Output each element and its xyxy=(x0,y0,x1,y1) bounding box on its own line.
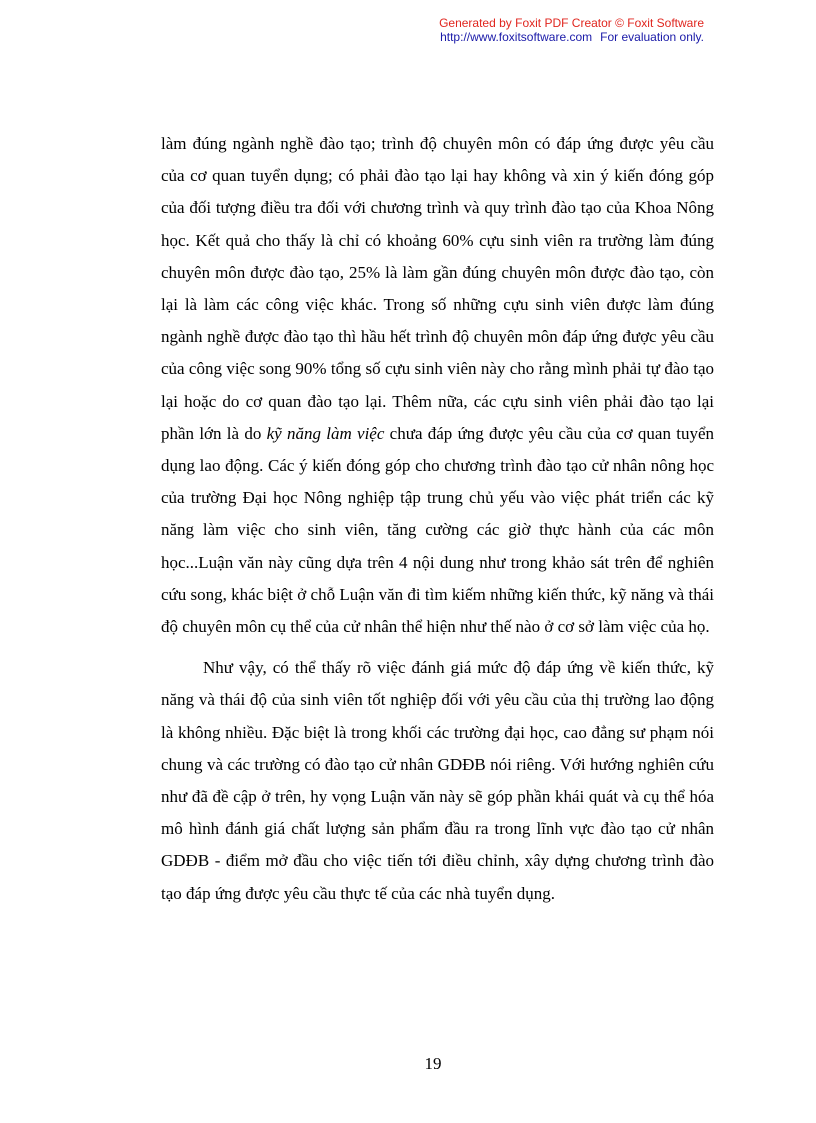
paragraph-text-part: chưa đáp ứng được yêu cầu của cơ quan tuyển dụng lao động. Các ý kiến đóng góp cho chương trình đào tạo cử nhân nông học của trường Đại học Nông nghiệp tập trung chủ yếu vào việc phát triển các kỹ năng làm việc cho sinh viên, tăng cường các giờ thực hành của các môn học...Luận văn này cũng dựa trên 4 nội dung như trong khảo sát trên để nghiên cứu song, khác biệt ở chỗ Luận văn đi tìm kiếm những kiến thức, kỹ năng và thái độ chuyên môn cụ thể của cử nhân thể hiện như thế nào ở cơ sở làm việc của họ. xyxy=(161,423,715,637)
page-number: 19 xyxy=(424,1054,442,1073)
paragraph-survey-results xyxy=(161,128,714,643)
paragraph-conclusion: Như vậy, có thể thấy rõ việc đánh giá mức độ đáp ứng về kiến thức, kỹ năng và thái độ của sinh viên tốt nghiệp đối với yêu cầu của thị trường lao động là không nhiều. Đặc biệt là trong khối các trường đại học, cao đẳng sư phạm nói chung và các trường có đào tạo cử nhân GDĐB nói riêng. Với hướng nghiên cứu như đã đề cập ở trên, hy vọng Luận văn này sẽ góp phần khái quát và cụ thể hóa mô hình đánh giá chất lượng sản phẩm đầu ra trong lĩnh vực đào tạo cử nhân GDĐB - điểm mở đầu cho việc tiến tới điều chỉnh, xây dựng chương trình đào tạo đáp ứng được yêu cầu thực tế của các nhà tuyển dụng. xyxy=(161,658,714,903)
watermark-url-link[interactable]: http://www.foxitsoftware.com xyxy=(440,30,593,44)
emphasized-phrase: kỹ năng làm việc xyxy=(266,423,385,443)
document-body xyxy=(161,128,714,910)
watermark-generator-text: Generated by Foxit PDF Creator © Foxit Software xyxy=(439,16,704,30)
foxit-watermark xyxy=(380,16,704,44)
paragraph-text-part: làm đúng ngành nghề đào tạo; trình độ chuyên môn có đáp ứng được yêu cầu của cơ quan tuyển dụng; có phải đào tạo lại hay không và xin ý kiến đóng góp của đối tượng điều tra đối với chương trình và quy trình đào tạo của Khoa Nông học. Kết quả cho thấy là chỉ có khoảng 60% cựu sinh viên ra trường làm đúng chuyên môn được đào tạo, 25% là làm gần đúng chuyên môn được đào tạo, còn lại là làm các công việc khác. Trong số những cựu sinh viên được làm đúng ngành nghề được đào tạo thì hầu hết trình độ chuyên môn đáp ứng được yêu cầu của công việc song 90% tổng số cựu sinh viên này cho rằng mình phải tự đào tạo lại hoặc do cơ quan đào tạo lại. Thêm nữa, các cựu sinh viên phải đào tạo lại phần lớn là do xyxy=(161,134,714,443)
watermark-url-line xyxy=(380,30,704,44)
watermark-evaluation-note: For evaluation only. xyxy=(600,30,704,44)
